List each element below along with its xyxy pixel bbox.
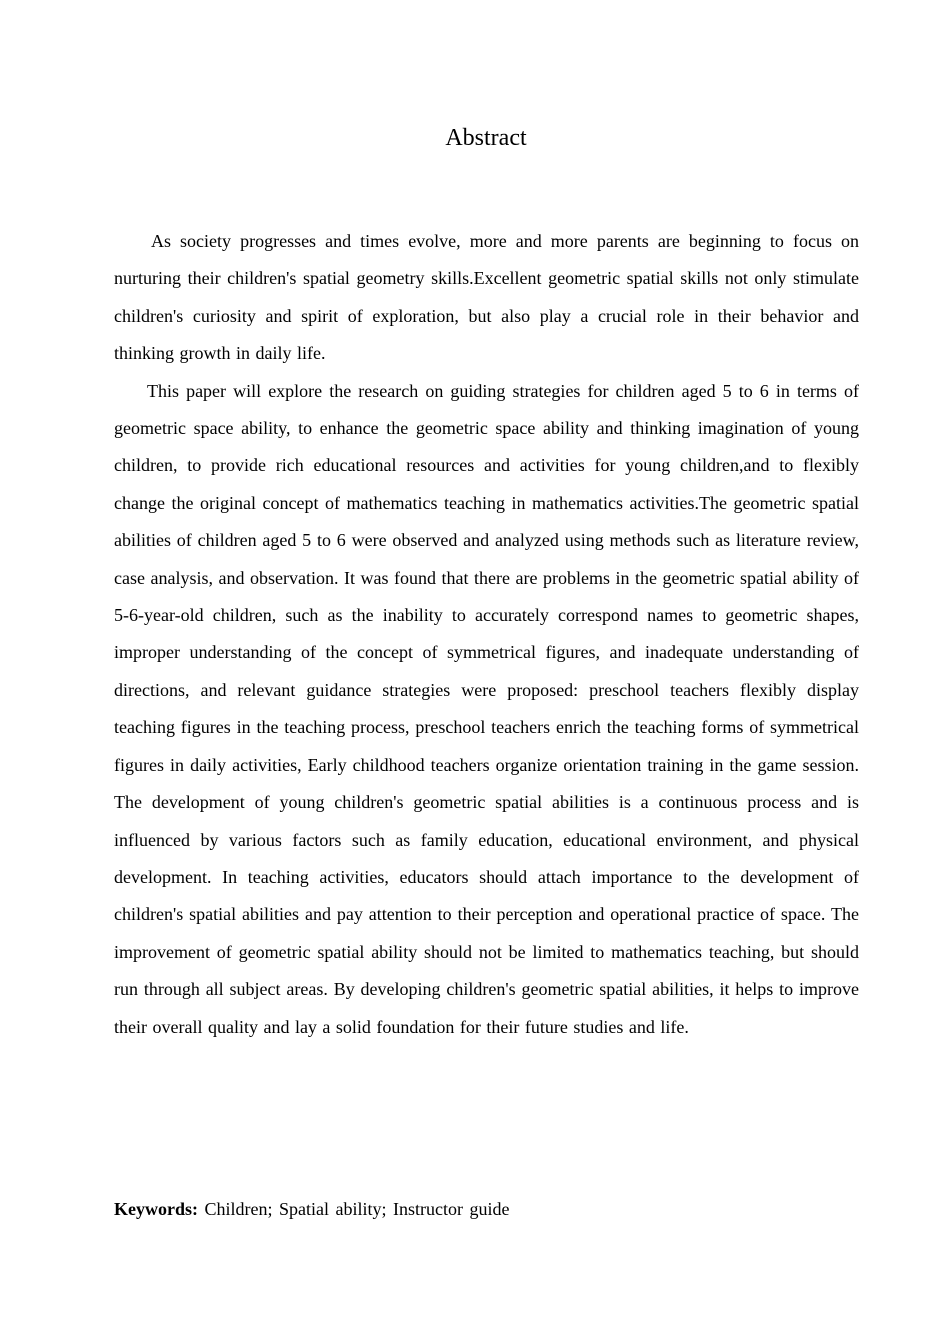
- keywords-value: Children; Spatial ability; Instructor guide: [204, 1199, 510, 1219]
- abstract-body: [114, 223, 859, 1046]
- abstract-title: Abstract: [445, 125, 527, 151]
- abstract-paragraph-1: As society progresses and times evolve, more and more parents are beginning to focus on nurturing their children's spatial geometry skills.Excellent geometric spatial skills not only stimulate children's curiosity and spirit of exploration, but also play a crucial role in their behavior and thinking growth in daily life.: [114, 231, 859, 364]
- keywords-line: [114, 1191, 859, 1228]
- abstract-paragraph-2: This paper will explore the research on guiding strategies for children aged 5 to 6 in terms of geometric space ability, to enhance the geometric space ability and thinking imagination of young children, to provide rich educational resources and activities for young children,and to flexibly change the original concept of mathematics teaching in mathematics activities.The geometric spatial abilities of children aged 5 to 6 were observed and analyzed using methods such as literature review, case analysis, and observation. It was found that there are problems in the geometric spatial ability of 5-6-year-old children, such as the inability to accurately correspond names to geometric shapes, improper understanding of the concept of symmetrical figures, and inadequate understanding of directions, and relevant guidance strategies were proposed: preschool teachers flexibly display teaching figures in the teaching process, preschool teachers enrich the teaching forms of symmetrical figures in daily activities, Early childhood teachers organize orientation training in the game session. The development of young children's geometric spatial abilities is a continuous process and is influenced by various factors such as family education, educational environment, and physical development. In teaching activities, educators should attach importance to the development of children's spatial abilities and pay attention to their perception and operational practice of space. The improvement of geometric spatial ability should not be limited to mathematics teaching, but should run through all subject areas. By developing children's geometric spatial abilities, it helps to improve their overall quality and lay a solid foundation for their future studies and life.: [114, 380, 859, 1037]
- keywords-label: Keywords:: [114, 1199, 198, 1219]
